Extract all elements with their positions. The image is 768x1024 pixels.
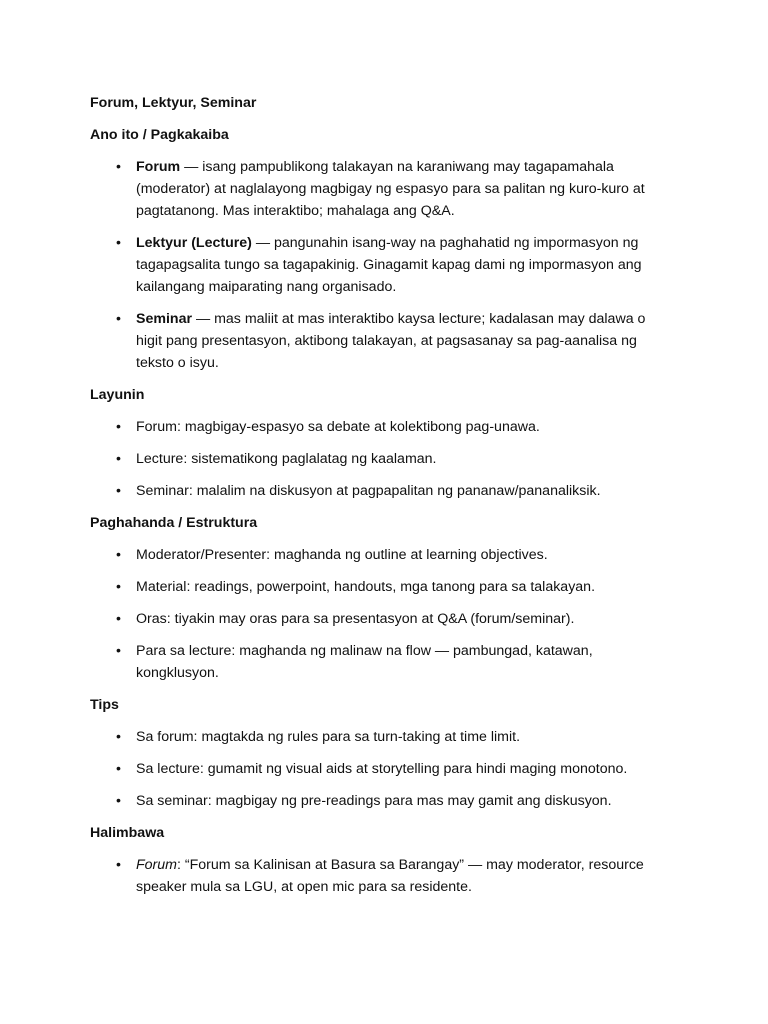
list-item [90, 232, 670, 298]
bullet-icon: • [116, 419, 121, 435]
list-item-text: Sa forum: magtakda ng rules para sa turn-taking at time limit. [136, 729, 521, 745]
definition-text: — isang pampublikong talakayan na karaniwang may tagapamahala (moderator) at naglalayong magbigay ng espasyo para sa palitan ng kuro-kuro at pagtatanong. Mas interaktibo; mahalaga ang Q&A. [136, 159, 645, 219]
term-seminar: Seminar [136, 311, 192, 327]
list-item [90, 480, 670, 502]
list-item [90, 576, 670, 598]
term-lektyur: Lektyur (Lecture) [136, 235, 252, 251]
document-page [90, 92, 670, 898]
example-text: : “Forum sa Kalinisan at Basura sa Barangay” — may moderator, resource speaker mula sa LGU, at open mic para sa residente. [136, 857, 644, 895]
bullet-icon: • [116, 547, 121, 563]
bullet-icon: • [116, 159, 121, 175]
list-item-text: Lecture: sistematikong paglalatag ng kaalaman. [136, 451, 437, 467]
ano-ito-list [90, 156, 670, 374]
list-item-text: Forum: magbigay-espasyo sa debate at kolektibong pag-unawa. [136, 419, 540, 435]
list-item-text: Para sa lecture: maghanda ng malinaw na flow — pambungad, katawan, kongklusyon. [136, 643, 593, 681]
list-item-text: Seminar: malalim na diskusyon at pagpapalitan ng pananaw/pananaliksik. [136, 483, 601, 499]
list-item [90, 308, 670, 374]
bullet-icon: • [116, 643, 121, 659]
tips-list [90, 726, 670, 812]
definition-text: — pangunahin isang-way na paghahatid ng impormasyon ng tagapagsalita tungo sa tagapakinig. Ginagamit kapag dami ng impormasyon ang kailangang maiparating nang organisado. [136, 235, 642, 295]
example-term-forum: Forum [136, 857, 177, 873]
bullet-icon: • [116, 611, 121, 627]
section-heading-ano-ito: Ano ito / Pagkakaiba [90, 127, 229, 143]
list-item [90, 156, 670, 222]
list-item [90, 790, 670, 812]
layunin-list [90, 416, 670, 502]
list-item [90, 448, 670, 470]
list-item-text: Oras: tiyakin may oras para sa presentasyon at Q&A (forum/seminar). [136, 611, 575, 627]
list-item [90, 854, 670, 898]
term-forum: Forum [136, 159, 181, 175]
section-heading-layunin: Layunin [90, 387, 145, 403]
list-item-text: Sa seminar: magbigay ng pre-readings para mas may gamit ang diskusyon. [136, 793, 612, 809]
bullet-icon: • [116, 729, 121, 745]
bullet-icon: • [116, 793, 121, 809]
list-item-text: Material: readings, powerpoint, handouts, mga tanong para sa talakayan. [136, 579, 596, 595]
list-item [90, 640, 670, 684]
halimbawa-list [90, 854, 670, 898]
section-heading-halimbawa: Halimbawa [90, 825, 165, 841]
bullet-icon: • [116, 857, 121, 873]
bullet-icon: • [116, 311, 121, 327]
bullet-icon: • [116, 235, 121, 251]
list-item [90, 726, 670, 748]
document-title: Forum, Lektyur, Seminar [90, 95, 257, 111]
list-item-text: Moderator/Presenter: maghanda ng outline at learning objectives. [136, 547, 548, 563]
list-item [90, 544, 670, 566]
bullet-icon: • [116, 761, 121, 777]
section-heading-tips: Tips [90, 697, 119, 713]
list-item-text: Sa lecture: gumamit ng visual aids at storytelling para hindi maging monotono. [136, 761, 628, 777]
definition-text: — mas maliit at mas interaktibo kaysa lecture; kadalasan may dalawa o higit pang presentasyon, aktibong talakayan, at pagsasanay sa pag-aanalisa ng teksto o isyu. [136, 311, 646, 371]
list-item [90, 416, 670, 438]
section-heading-paghahanda: Paghahanda / Estruktura [90, 515, 258, 531]
list-item [90, 758, 670, 780]
paghahanda-list [90, 544, 670, 684]
bullet-icon: • [116, 483, 121, 499]
bullet-icon: • [116, 451, 121, 467]
list-item [90, 608, 670, 630]
bullet-icon: • [116, 579, 121, 595]
